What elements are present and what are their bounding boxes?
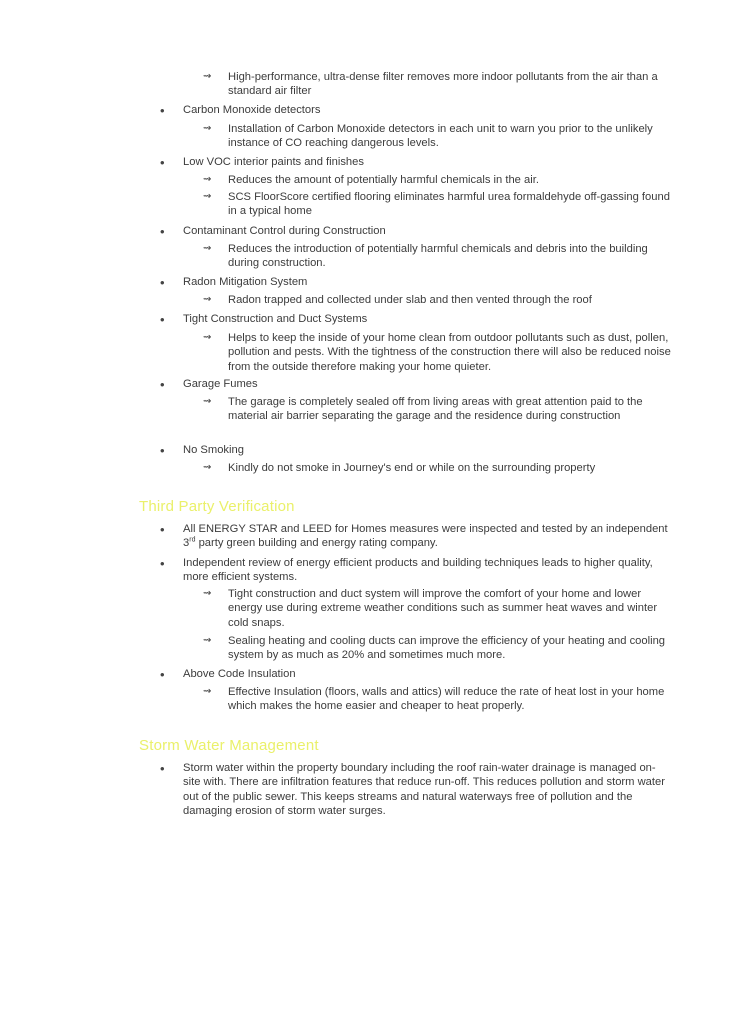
- bullet-icon: •: [160, 103, 165, 118]
- bullet-icon: •: [160, 522, 165, 537]
- arrow-bullet-icon: ⇝: [203, 588, 212, 599]
- bullet-icon: •: [160, 667, 165, 682]
- arrow-bullet-icon: ⇝: [203, 462, 212, 473]
- bullet-icon: •: [160, 224, 165, 239]
- item-tight-construction: Tight Construction and Duct Systems: [183, 313, 368, 325]
- sub-item-air-filter: High-performance, ultra-dense filter removes more indoor pollutants from the air than a standard air filter: [228, 71, 658, 98]
- arrow-bullet-icon: ⇝: [203, 396, 212, 407]
- arrow-bullet-icon: ⇝: [203, 71, 212, 82]
- sub-item: Radon trapped and collected under slab and then vented through the roof: [228, 294, 592, 306]
- item-radon: Radon Mitigation System: [183, 276, 308, 288]
- sub-item: Helps to keep the inside of your home clean from outdoor pollutants such as dust, pollen, pollution and pests. With the tightness of the construction there will also be reduced noise from the outside therefore making your home quieter.: [228, 332, 671, 373]
- sub-item: Installation of Carbon Monoxide detectors in each unit to warn you prior to the unlikely instance of CO reaching dangerous levels.: [228, 123, 653, 150]
- sub-item: Reduces the amount of potentially harmful chemicals in the air.: [228, 174, 539, 186]
- sub-item: Tight construction and duct system will improve the comfort of your home and lower energy use during extreme weather conditions such as summer heat waves and winter cold snaps.: [228, 588, 658, 629]
- item-no-smoking: No Smoking: [183, 444, 244, 456]
- sub-item: Effective Insulation (floors, walls and attics) will reduce the rate of heat lost in your home which makes the home easier and cheaper to heat properly.: [228, 686, 665, 713]
- bullet-icon: •: [160, 761, 165, 776]
- arrow-bullet-icon: ⇝: [203, 174, 212, 185]
- bullet-icon: •: [160, 155, 165, 170]
- sub-item: Reduces the introduction of potentially harmful chemicals and debris into the building during construction.: [228, 243, 648, 270]
- item-contaminant-control: Contaminant Control during Construction: [183, 225, 386, 237]
- item-energy-star-text-a: All ENERGY STAR and LEED for Homes measures were inspected and tested by an independent 3: [183, 523, 668, 550]
- sub-item: SCS FloorScore certified flooring eliminates harmful urea formaldehyde off-gassing found in a typical home: [228, 191, 670, 218]
- heading-third-party-verification: Third Party Verification: [139, 498, 295, 515]
- bullet-icon: •: [160, 312, 165, 327]
- arrow-bullet-icon: ⇝: [203, 635, 212, 646]
- item-energy-star: [183, 522, 673, 551]
- item-above-code-insulation: Above Code Insulation: [183, 668, 296, 680]
- heading-storm-water-management: Storm Water Management: [139, 737, 319, 754]
- bullet-icon: •: [160, 377, 165, 392]
- item-carbon-monoxide: Carbon Monoxide detectors: [183, 104, 321, 116]
- arrow-bullet-icon: ⇝: [203, 123, 212, 134]
- bullet-icon: •: [160, 275, 165, 290]
- bullet-icon: •: [160, 556, 165, 571]
- sub-item: Sealing heating and cooling ducts can improve the efficiency of your heating and cooling system by as much as 20% and sometimes much more.: [228, 635, 666, 662]
- arrow-bullet-icon: ⇝: [203, 332, 212, 343]
- ordinal-superscript: rd: [189, 536, 196, 544]
- arrow-bullet-icon: ⇝: [203, 243, 212, 254]
- item-garage-fumes: Garage Fumes: [183, 378, 258, 390]
- sub-item: Kindly do not smoke in Journey's end or while on the surrounding property: [228, 462, 596, 474]
- sub-item: The garage is completely sealed off from living areas with great attention paid to the material air barrier separating the garage and the residence during construction: [228, 396, 643, 423]
- arrow-bullet-icon: ⇝: [203, 686, 212, 697]
- bullet-icon: •: [160, 443, 165, 458]
- item-independent-review: Independent review of energy efficient products and building techniques leads to higher quality, more efficient systems.: [183, 557, 653, 584]
- arrow-bullet-icon: ⇝: [203, 191, 212, 202]
- arrow-bullet-icon: ⇝: [203, 294, 212, 305]
- item-energy-star-text-b: party green building and energy rating company.: [195, 537, 438, 550]
- item-low-voc: Low VOC interior paints and finishes: [183, 156, 364, 168]
- item-storm-water: Storm water within the property boundary including the roof rain-water drainage is managed on-site with. There are infiltration features that reduce run-off. This reduces pollution and storm water out of the public sewer. This keeps streams and natural waterways free of pollution and the damaging erosion of storm water surges.: [183, 762, 665, 818]
